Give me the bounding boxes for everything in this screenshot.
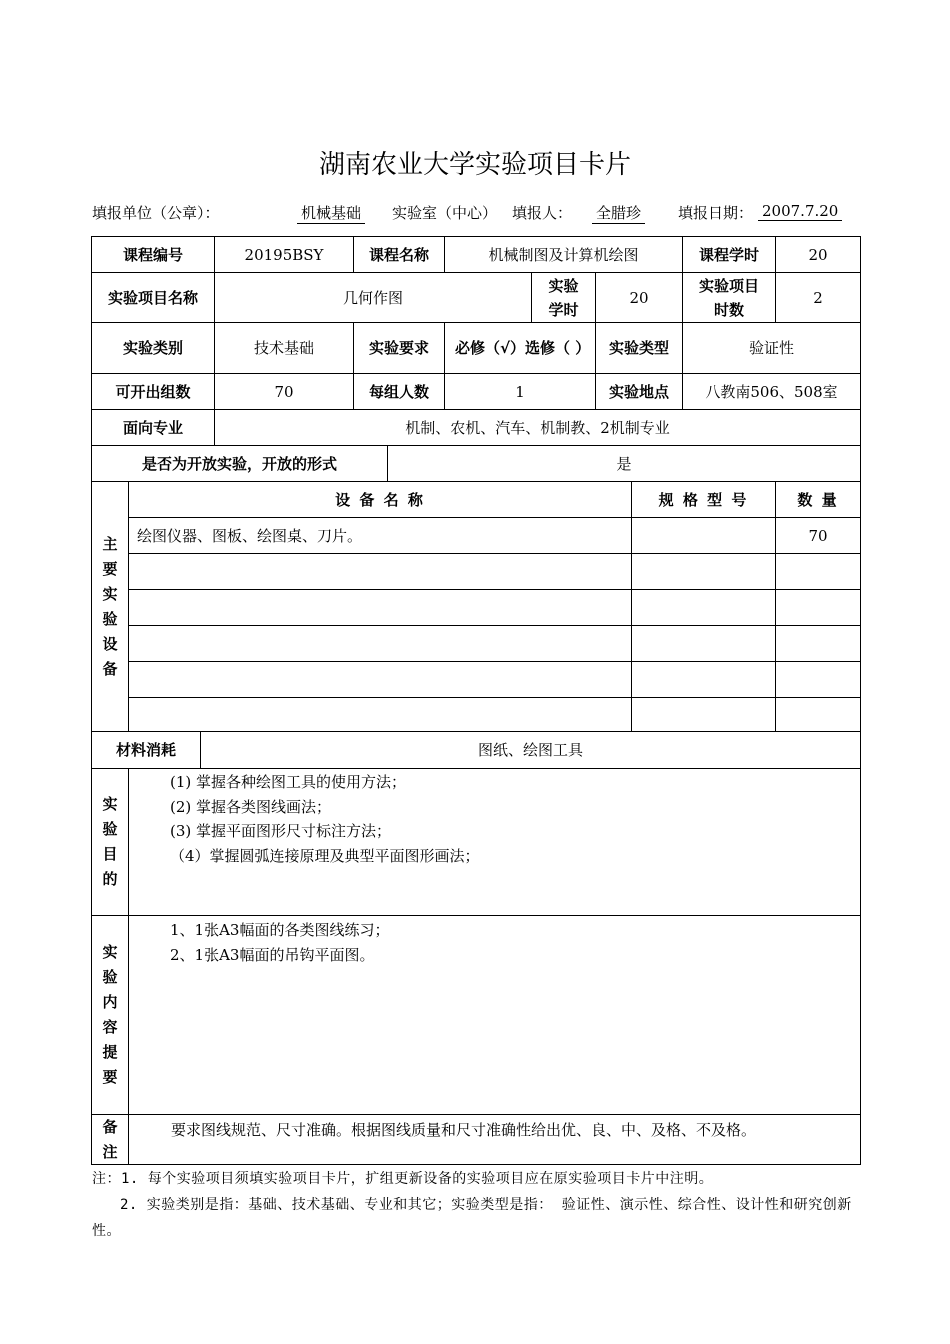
equipment-row-qty xyxy=(775,697,861,732)
equipment-row-spec xyxy=(631,661,776,698)
category: 技术基础 xyxy=(214,322,354,374)
major-label: 面向专业 xyxy=(91,409,215,446)
side-label-char: 主 xyxy=(102,534,118,553)
project-name: 几何作图 xyxy=(214,272,532,323)
side-label-char: 实 xyxy=(102,943,118,961)
groups: 70 xyxy=(214,373,354,410)
content-list xyxy=(170,918,389,967)
equipment-col-qty: 数 量 xyxy=(775,481,861,518)
date-label: 填报日期： xyxy=(678,204,754,222)
remarks-side-label xyxy=(91,1114,129,1165)
content-item: 2、1张A3幅面的吊钩平面图。 xyxy=(170,945,375,964)
objective-item: (2) 掌握各类图线画法； xyxy=(170,797,332,816)
lab-label: 实验室（中心） xyxy=(392,204,498,222)
unit-label: 填报单位（公章）： xyxy=(92,204,220,222)
side-label-char: 设 xyxy=(102,634,118,653)
project-count-label: 实验项目时数 xyxy=(682,272,776,323)
date-value: 2007.7.20 xyxy=(758,202,842,221)
course-hours: 20 xyxy=(775,236,861,273)
header-info xyxy=(92,200,862,224)
category-label: 实验类别 xyxy=(91,322,215,374)
equipment-row-name xyxy=(128,625,632,662)
equipment-row-name xyxy=(128,661,632,698)
open-value: 是 xyxy=(387,445,861,482)
content-side-label xyxy=(91,915,129,1115)
course-hours-label: 课程学时 xyxy=(682,236,776,273)
equipment-row-spec xyxy=(631,553,776,590)
objectives-list xyxy=(170,770,480,868)
side-label-char: 实 xyxy=(102,584,118,603)
equipment-row-name: 绘图仪器、图板、绘图桌、刀片。 xyxy=(128,517,632,554)
location: 八教南506、508室 xyxy=(682,373,861,410)
objective-item: （4）掌握圆弧连接原理及典型平面图形画法； xyxy=(170,846,480,865)
footnote-1: 注：1. 每个实验项目须填实验项目卡片，扩组更新设备的实验项目应在原实验项目卡片中注明。 xyxy=(92,1171,714,1187)
side-label-char: 备 xyxy=(102,1117,118,1136)
per-group-label: 每组人数 xyxy=(353,373,445,410)
side-label-char: 实 xyxy=(102,795,118,813)
side-label-char: 备 xyxy=(102,659,118,678)
type-label: 实验类型 xyxy=(595,322,683,374)
side-label-char: 验 xyxy=(102,820,118,838)
course-no: 20195BSY xyxy=(214,236,354,273)
requirement: 必修（√）选修（ ） xyxy=(444,322,596,374)
course-name-label: 课程名称 xyxy=(353,236,445,273)
materials-label: 材料消耗 xyxy=(91,731,201,769)
side-label-char: 验 xyxy=(102,968,118,986)
side-label-char: 注 xyxy=(102,1142,118,1161)
course-name: 机械制图及计算机绘图 xyxy=(444,236,683,273)
type: 验证性 xyxy=(682,322,861,374)
objective-item: (1) 掌握各种绘图工具的使用方法； xyxy=(170,773,407,791)
equipment-row-name xyxy=(128,553,632,590)
filler-value: 全腊珍 xyxy=(592,202,645,224)
unit-value: 机械基础 xyxy=(297,202,365,224)
equipment-row-qty: 70 xyxy=(775,517,861,554)
exp-hours: 20 xyxy=(595,272,683,323)
equipment-row-name xyxy=(128,589,632,626)
side-label-char: 提 xyxy=(102,1043,118,1061)
side-label-char: 容 xyxy=(102,1018,118,1036)
per-group: 1 xyxy=(444,373,596,410)
equipment-row-spec xyxy=(631,517,776,554)
side-label-char: 要 xyxy=(102,559,118,578)
side-label-char: 目 xyxy=(102,845,118,863)
equipment-row-spec xyxy=(631,589,776,626)
objectives-side-label xyxy=(91,768,129,916)
open-label: 是否为开放实验，开放的形式 xyxy=(91,445,388,482)
side-label-char: 的 xyxy=(102,870,118,888)
equipment-row-qty xyxy=(775,589,861,626)
equipment-col-spec: 规 格 型 号 xyxy=(631,481,776,518)
equipment-row-qty xyxy=(775,553,861,590)
exp-hours-label: 实验学时 xyxy=(531,272,596,323)
objective-item: (3) 掌握平面图形尺寸标注方法； xyxy=(170,822,392,840)
equipment-row-spec xyxy=(631,697,776,732)
equipment-row-qty xyxy=(775,661,861,698)
side-label-char: 内 xyxy=(102,993,118,1011)
groups-label: 可开出组数 xyxy=(91,373,215,410)
equipment-row-qty xyxy=(775,625,861,662)
materials-value: 图纸、绘图工具 xyxy=(200,731,861,769)
equipment-side-label xyxy=(91,481,129,732)
footnote-2: 2. 实验类别是指：基础、技术基础、专业和其它；实验类型是指： 验证性、演示性、综合性、设计性和研究创新性。 xyxy=(92,1197,852,1239)
filler-label: 填报人： xyxy=(512,204,573,222)
equipment-row-spec xyxy=(631,625,776,662)
project-count: 2 xyxy=(775,272,861,323)
course-no-label: 课程编号 xyxy=(91,236,215,273)
side-label-char: 验 xyxy=(102,609,118,628)
location-label: 实验地点 xyxy=(595,373,683,410)
equipment-col-name: 设 备 名 称 xyxy=(128,481,632,518)
remarks-value: 要求图线规范、尺寸准确。根据图线质量和尺寸准确性给出优、良、中、及格、不及格。 xyxy=(128,1114,861,1165)
page-title: 湖南农业大学实验项目卡片 xyxy=(318,150,631,180)
requirement-label: 实验要求 xyxy=(353,322,445,374)
equipment-row-name xyxy=(128,697,632,732)
side-label-char: 要 xyxy=(102,1068,118,1086)
project-name-label: 实验项目名称 xyxy=(91,272,215,323)
content-item: 1、1张A3幅面的各类图线练习； xyxy=(170,921,390,939)
major: 机制、农机、汽车、机制教、2机制专业 xyxy=(214,409,861,446)
